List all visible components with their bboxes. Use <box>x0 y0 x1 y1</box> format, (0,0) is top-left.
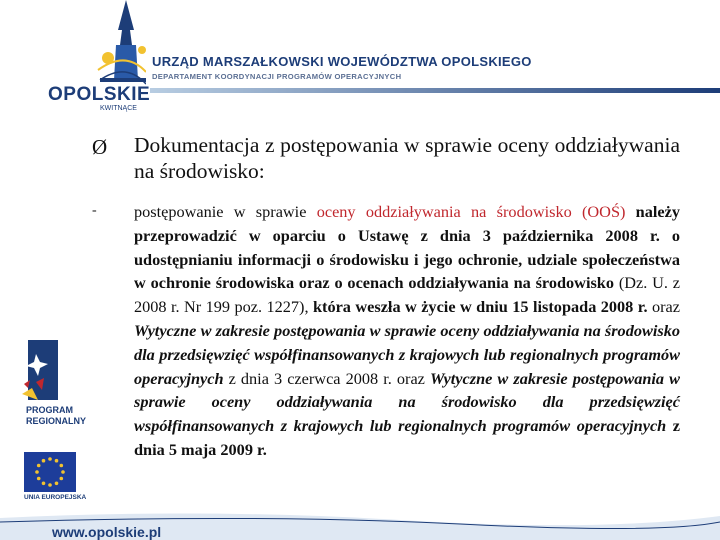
section-heading: Dokumentacja z postępowania w sprawie oceny oddziaływania na środowisko: <box>134 133 680 183</box>
para-guidelines-1: Wytyczne w zakresie postępowania w sprawie oceny oddziaływania na środowisko dla przedsięwzięć współfinansowanych z krajowych lub regionalnych programów operacyjnych <box>134 320 680 388</box>
para-connector-2: oraz <box>391 368 430 388</box>
para-ooss-term: oceny oddziaływania na środowisko (OOŚ) <box>316 202 626 221</box>
program-regionalny-logo <box>22 340 60 402</box>
para-law-title: należy przeprowadzić w oparciu o Ustawę z dnia 3 października 2008 r. o udostępnianiu informacji o środowisku i jego ochronie, udziale społeczeństwa w ochronie środowiska oraz o ocenach oddziaływania na środowisko <box>134 202 680 293</box>
logo-tagline: KWITNĄCE <box>100 105 137 112</box>
organization-title: URZĄD MARSZAŁKOWSKI WOJEWÓDZTWA OPOLSKIEGO <box>152 54 532 69</box>
eu-label: UNIA EUROPEJSKA <box>24 494 87 501</box>
para-effective-date: która weszła w życie w dniu 15 listopada 2008 r. <box>312 297 648 317</box>
para-guidelines-2: Wytyczne w zakresie postępowania w sprawie oceny oddziaływania na środowisko dla przedsięwzięć współfinansowanych z krajowych lub regionalnych programów operacyjnych <box>134 368 680 436</box>
department-name: DEPARTAMENT KOORDYNACJI PROGRAMÓW OPERACYJNYCH <box>152 72 402 81</box>
logo-wordmark: OPOLSKIE <box>48 84 151 105</box>
eu-flag-icon <box>24 452 76 492</box>
arrow-bullet-icon: Ø <box>92 135 108 159</box>
organization-header <box>152 54 532 81</box>
header-divider <box>150 88 720 93</box>
para-guidelines-2-date: z dnia 5 maja 2009 r. <box>134 416 680 459</box>
program-label-line-2: REGIONALNY <box>26 416 87 426</box>
para-text-1: postępowanie w sprawie <box>134 202 317 221</box>
para-connector-1: oraz <box>647 297 681 317</box>
body-paragraph <box>134 200 680 462</box>
para-journal-ref: (Dz. U. z 2008 r. Nr 199 poz. 1227), <box>134 273 680 317</box>
footer-url-link[interactable]: www.opolskie.pl <box>52 524 162 540</box>
program-label-line-1: PROGRAM <box>26 405 73 415</box>
program-label <box>26 405 86 427</box>
para-guidelines-1-date: z dnia 3 czerwca 2008 r. <box>223 368 392 388</box>
dash-bullet-icon: - <box>92 203 97 218</box>
